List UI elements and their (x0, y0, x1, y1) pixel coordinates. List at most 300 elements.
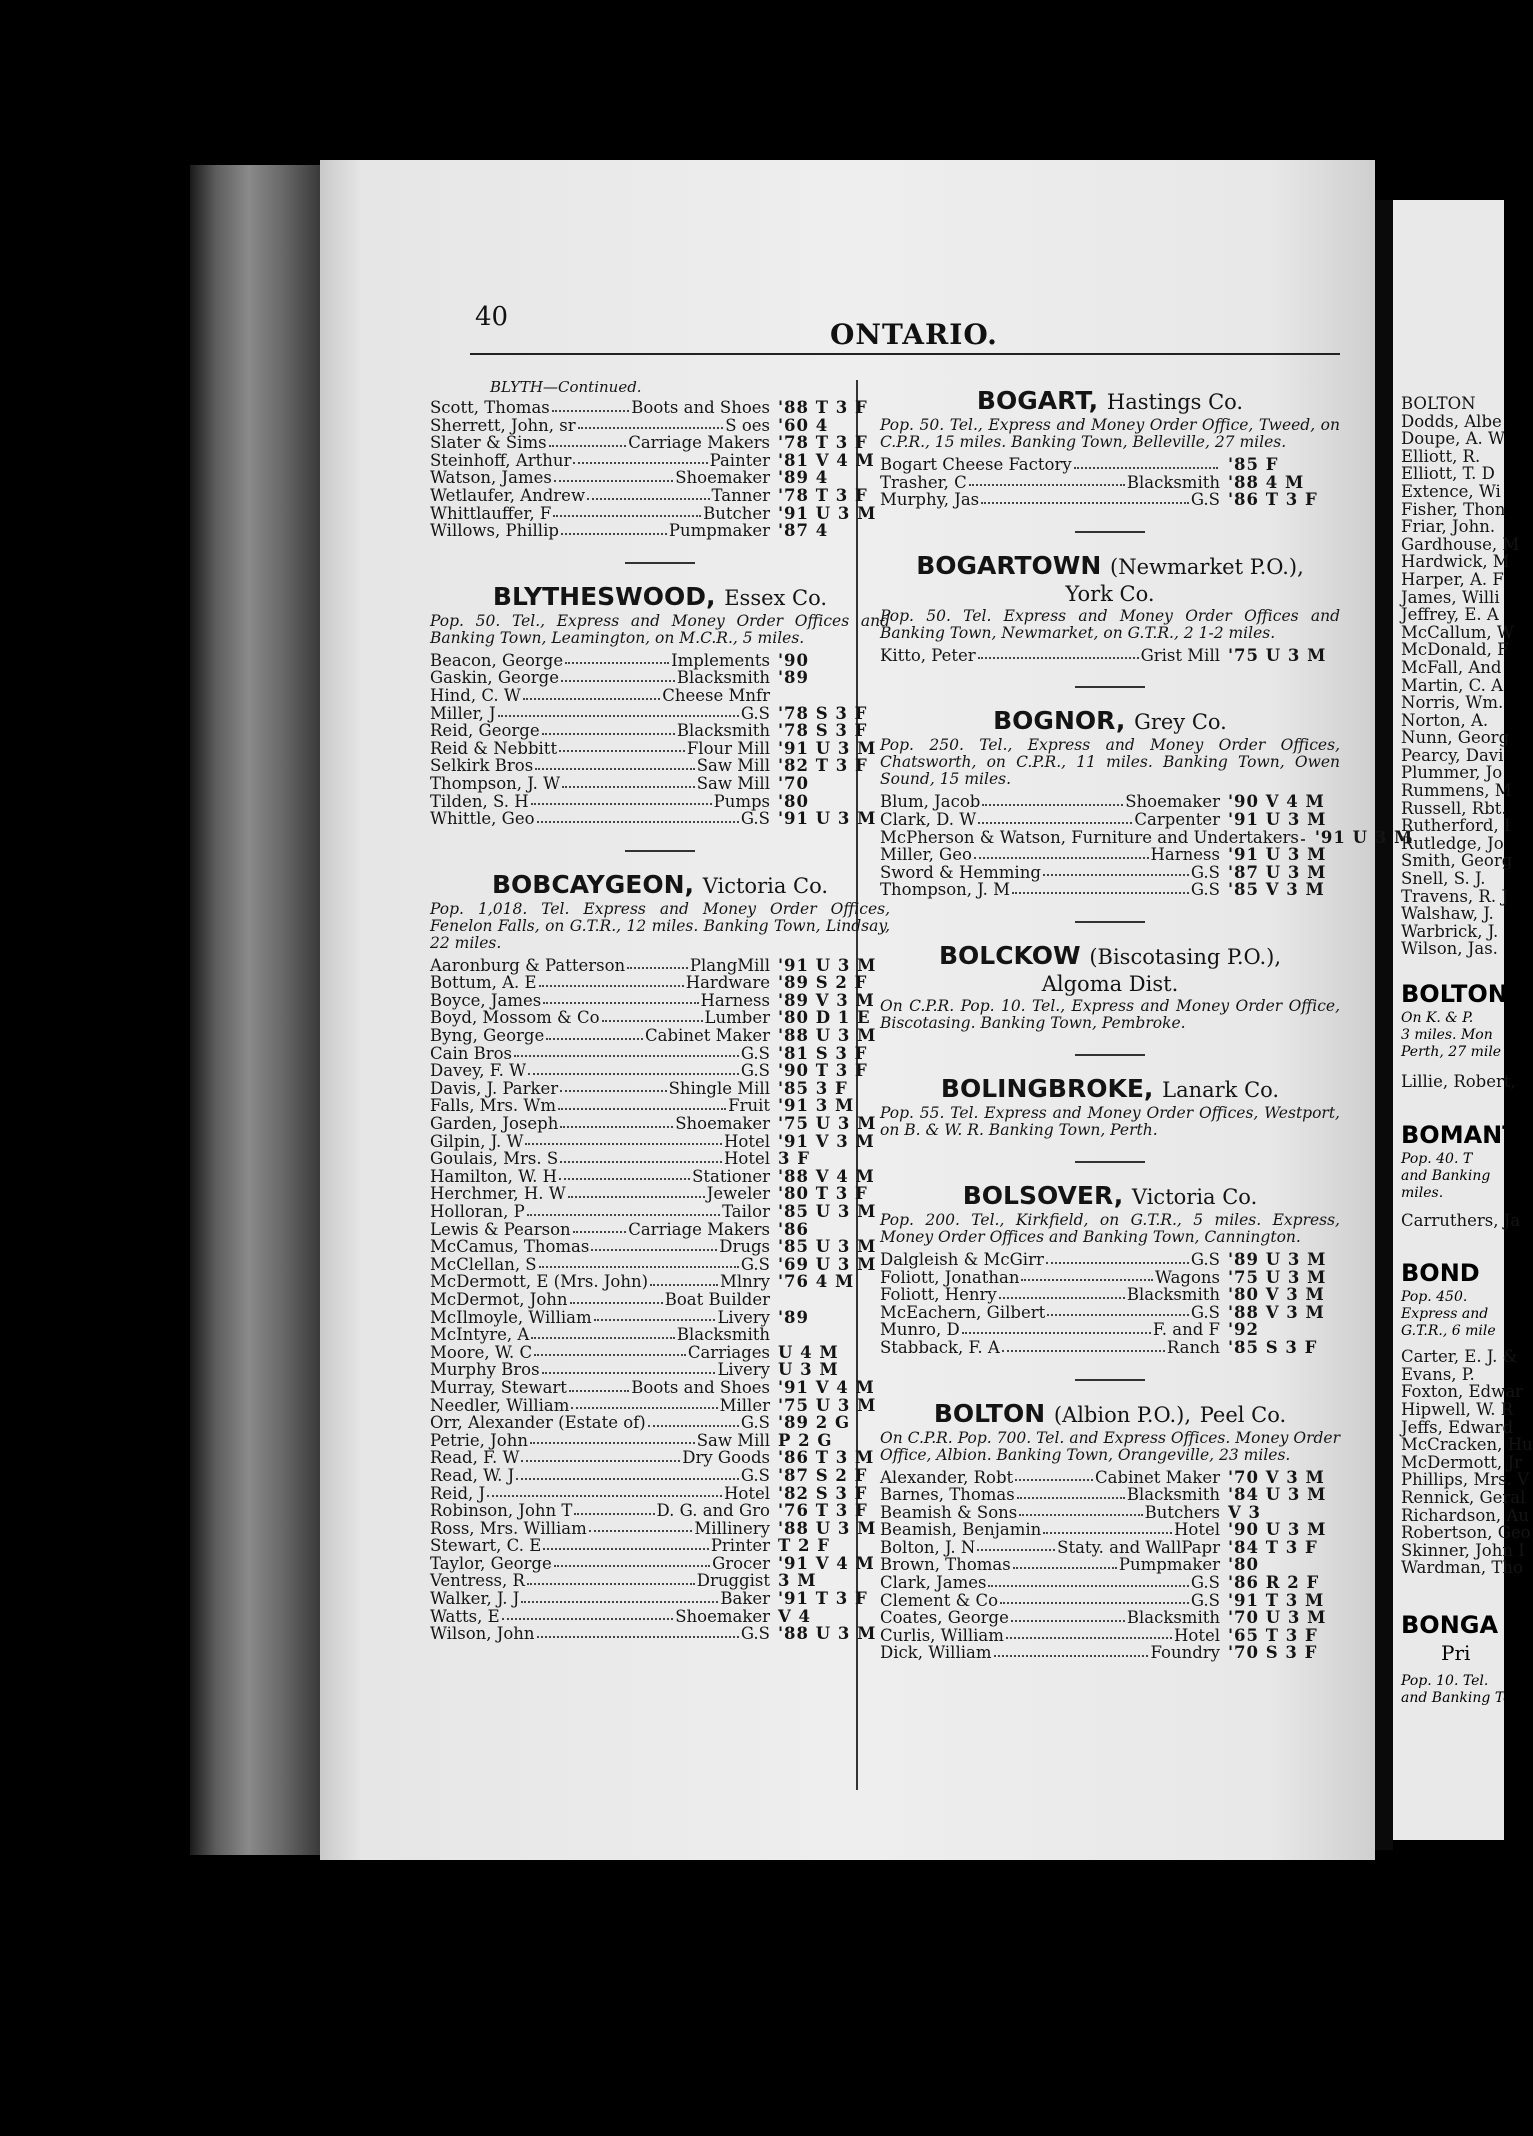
county-name: Grey Co. (1134, 710, 1227, 735)
entry-rating-code: '91 U 3 M (1314, 827, 1414, 847)
entry-business: Blacksmith (1126, 472, 1220, 492)
entry-business: S oes (725, 415, 770, 435)
directory-entry (430, 1361, 890, 1379)
directory-entry (430, 1115, 890, 1133)
leader-dots (1011, 1609, 1125, 1622)
place-heading (880, 1074, 1340, 1103)
entry-rating-code: '70 U 3 M (1228, 1608, 1327, 1628)
entry-name: Slater & Sims (430, 433, 547, 453)
entry-business: Saw Mill (696, 773, 770, 793)
leader-dots (543, 1537, 709, 1550)
entry-business: Shoemaker (1125, 792, 1220, 812)
directory-entry (430, 469, 890, 487)
place-heading (880, 941, 1340, 970)
entry-rating-code: '90 U 3 M (1228, 1520, 1327, 1540)
facing-page-line: Extence, Wi (1401, 481, 1501, 501)
facing-page-line: Snell, S. J. (1401, 869, 1486, 889)
section-separator (1075, 686, 1145, 688)
entry-business: F. and F (1152, 1320, 1220, 1340)
directory-entry (430, 1256, 890, 1274)
entry-name: Davis, J. Parker (430, 1078, 559, 1098)
place-description: Pop. 50. Tel., Express and Money Order Offices and Banking Town, Leamington, on M.C.R., 5 miles. (430, 611, 890, 647)
entry-business: Livery (717, 1307, 770, 1327)
entry-name: Ventress, R (430, 1571, 525, 1591)
place-name: BOGART, (976, 386, 1099, 415)
entry-name: Blum, Jacob (880, 792, 981, 812)
facing-page (1393, 200, 1533, 1840)
entry-rating-code: '91 T 3 M (1228, 1590, 1325, 1610)
entry-name: Moore, W. C (430, 1342, 533, 1362)
facing-page-line: Perth, 27 mile (1401, 1044, 1502, 1060)
entry-name: Beamish & Sons (880, 1502, 1018, 1522)
county-name: Hastings Co. (1106, 390, 1244, 414)
entry-name: McIntyre, A (430, 1325, 530, 1345)
entry-rating-code: '88 V 3 M (1228, 1302, 1325, 1322)
directory-entry (430, 1203, 890, 1221)
leader-dots (535, 757, 695, 770)
place-heading (880, 386, 1340, 415)
directory-entry (880, 1644, 1340, 1662)
entry-rating-code: '82 S 3 F (778, 1483, 868, 1503)
leader-dots (527, 1572, 695, 1585)
entry-business: Jeweler (706, 1184, 770, 1204)
entry-business: Dry Goods (682, 1448, 770, 1468)
entry-rating-code: '90 (778, 650, 810, 670)
entry-rating-code: '80 D 1 E (778, 1008, 871, 1028)
leader-dots (1043, 864, 1189, 877)
leader-dots (974, 846, 1149, 859)
directory-entry (430, 1485, 890, 1503)
directory-entry (430, 487, 890, 505)
leader-dots (1006, 1627, 1172, 1640)
place-name: BOGNOR, (993, 706, 1126, 736)
entry-business: Shoemaker (675, 1114, 770, 1134)
entry-business: Cabinet Maker (645, 1026, 770, 1046)
leader-dots (530, 1432, 695, 1445)
directory-entry (430, 1080, 890, 1098)
facing-page-line: McDonald, F (1401, 640, 1509, 660)
facing-page-line: McFall, And (1401, 657, 1502, 677)
entry-business: Harness (700, 990, 770, 1010)
entry-business: PlangMill (689, 955, 770, 975)
leader-dots (521, 1590, 718, 1603)
directory-entry (430, 810, 890, 828)
entry-name: Barnes, Thomas (880, 1485, 1015, 1505)
entry-business: G.S (740, 1254, 770, 1274)
entry-name: McClellan, S (430, 1254, 537, 1274)
entry-name: Thompson, J. M (880, 880, 1011, 900)
directory-entry (880, 456, 1340, 474)
directory-entry (430, 434, 890, 452)
place-heading (430, 870, 890, 899)
entry-business: Mlnry (719, 1272, 770, 1292)
facing-page-heading: BOLTON (1401, 980, 1508, 1008)
facing-page-line: Jeffrey, E. A (1401, 605, 1499, 625)
entry-business: G.S (740, 1043, 770, 1063)
entry-name: Thompson, J. W (430, 773, 561, 793)
directory-entry (430, 740, 890, 758)
directory-entry (880, 846, 1340, 864)
entry-rating-code: '76 T 3 F (778, 1501, 868, 1521)
place-name-rest: (Biscotasing P.O.), (1089, 944, 1282, 969)
directory-entry (430, 1449, 890, 1467)
place-name: BLYTHESWOOD, (492, 581, 716, 611)
place-name: BOGARTOWN (916, 550, 1102, 580)
leader-dots (591, 1238, 717, 1251)
entry-business: Pumpmaker (1118, 1555, 1220, 1575)
entry-name: Brown, Thomas (880, 1555, 1011, 1575)
entry-business: Carriage Makers (628, 433, 770, 453)
entry-rating-code: P 2 G (778, 1430, 833, 1450)
entry-rating-code: U 3 M (778, 1360, 839, 1380)
leader-dots (627, 957, 688, 970)
facing-page-line: Hardwick, M (1401, 552, 1510, 572)
directory-entry (880, 1574, 1340, 1592)
directory-entry (430, 687, 890, 705)
facing-page-line: Elliott, T. D (1401, 464, 1495, 484)
directory-entry (430, 417, 890, 435)
leader-dots (539, 974, 684, 987)
entry-name: Bottum, A. E (430, 973, 537, 993)
entry-rating-code: '91 T 3 F (778, 1589, 868, 1609)
entry-rating-code: '90 V 4 M (1228, 792, 1325, 812)
facing-page-line: Phillips, Mrs. V (1401, 1470, 1530, 1490)
place-name: BOLTON (933, 1398, 1046, 1428)
entry-business: Painter (709, 450, 770, 470)
entry-name: Coates, George (880, 1608, 1009, 1628)
entry-business: Grist Mill (1140, 645, 1220, 665)
entry-name: Steinhoff, Arthur (430, 450, 572, 470)
entry-rating-code: '81 S 3 F (778, 1043, 868, 1063)
directory-entry (880, 1609, 1340, 1627)
entry-name: Read, F. W (430, 1448, 520, 1468)
page-number: 40 (475, 302, 509, 332)
entry-rating-code: '91 U 3 M (1228, 809, 1327, 829)
directory-entry (430, 1221, 890, 1239)
entry-business: Millinery (694, 1518, 770, 1538)
directory-entry (880, 474, 1340, 492)
entry-rating-code: '86 (778, 1219, 810, 1239)
leader-dots (560, 1080, 666, 1093)
entry-business: Hotel (1174, 1625, 1220, 1645)
entry-rating-code: '91 U 3 M (1228, 845, 1327, 865)
entry-business: Shoemaker (675, 1606, 770, 1626)
entry-business: Blacksmith (1126, 1485, 1220, 1505)
bolton-listing (880, 1469, 1340, 1663)
entry-rating-code: '60 4 (778, 415, 829, 435)
entry-business: Butchers (1144, 1502, 1220, 1522)
entry-name: Tilden, S. H (430, 791, 529, 811)
entry-rating-code: '85 U 3 M (778, 1202, 877, 1221)
facing-page-line: Richardson, Au (1401, 1505, 1529, 1525)
place-description: Pop. 250. Tel., Express and Money Order Offices, Chatsworth, on C.P.R., 11 miles. Banking Town, Owen Sound, 15 miles. (880, 736, 1340, 789)
facing-page-line: Express and (1401, 1306, 1489, 1323)
place-description: On C.P.R. Pop. 10. Tel., Express and Money Order Office, Biscotasing. Banking Town, Pembroke. (880, 996, 1340, 1032)
directory-entry (430, 1432, 890, 1450)
entry-rating-code: U 4 M (778, 1342, 839, 1362)
left-column (430, 378, 890, 1643)
leader-dots (573, 1221, 627, 1234)
entry-name: Beacon, George (430, 650, 564, 670)
leader-dots (534, 1344, 686, 1357)
entry-name: Murphy Bros (430, 1360, 540, 1380)
entry-name: Stabback, F. A (880, 1337, 1000, 1357)
entry-name: Watts, E (430, 1606, 500, 1626)
facing-page-line: Rutledge, Jo (1401, 833, 1504, 853)
section-separator (1075, 1054, 1145, 1056)
entry-name: Scott, Thomas (430, 398, 550, 417)
leader-dots (546, 1027, 643, 1040)
leader-dots (514, 1045, 739, 1058)
leader-dots (527, 1203, 720, 1216)
facing-page-line: Pop. 40. T (1401, 1150, 1473, 1167)
leader-dots (487, 1485, 722, 1498)
directory-entry (430, 1502, 890, 1520)
entry-rating-code: V 3 (1228, 1502, 1262, 1522)
leader-dots (1000, 1592, 1189, 1605)
entry-business: G.S (740, 1624, 770, 1644)
leader-dots (1046, 1251, 1189, 1264)
facing-page-line: Carter, E. J. & (1401, 1347, 1518, 1367)
entry-rating-code: '78 T 3 F (778, 485, 868, 505)
entry-name: Walker, J. J (430, 1589, 520, 1609)
leader-dots (1047, 1304, 1189, 1317)
directory-entry (880, 491, 1340, 509)
leader-dots (558, 1097, 726, 1110)
entry-business: Saw Mill (696, 1430, 770, 1450)
county-name: Essex Co. (724, 585, 828, 610)
place-name: BOLCKOW (938, 940, 1081, 970)
entry-rating-code: T 2 F (778, 1536, 830, 1556)
entry-rating-code: '85 V 3 M (1228, 880, 1325, 900)
facing-page-line: Fisher, Thon (1401, 499, 1506, 519)
entry-rating-code: '80 (1228, 1555, 1260, 1575)
facing-page-line: Friar, John. (1401, 517, 1496, 537)
facing-page-line: and Banking To (1401, 1689, 1512, 1706)
facing-page-line: Robertson, Geo (1401, 1523, 1531, 1543)
leader-dots (521, 1449, 680, 1462)
directory-entry (430, 793, 890, 811)
leader-dots (516, 1467, 739, 1480)
entry-name: Hind, C. W (430, 685, 521, 705)
facing-page-line: Warbrick, J. (1401, 921, 1499, 941)
entry-rating-code: '78 S 3 F (778, 703, 868, 723)
entry-name: Aaronburg & Patterson (430, 955, 626, 975)
leader-dots (543, 992, 698, 1005)
leader-dots (549, 434, 627, 447)
directory-entry (880, 1504, 1340, 1522)
entry-business: Cabinet Maker (1095, 1467, 1220, 1487)
leader-dots (1017, 1486, 1125, 1499)
leader-dots (1013, 1556, 1117, 1569)
county-name: Peel Co. (1199, 1402, 1287, 1427)
entry-rating-code: '91 V 4 M (778, 1553, 875, 1573)
entry-rating-code: '75 U 3 M (1228, 1267, 1327, 1287)
entry-name: Clark, D. W (880, 809, 977, 829)
directory-entry (430, 974, 890, 992)
entry-rating-code: '91 U 3 M (778, 503, 877, 523)
book-edge (190, 165, 320, 1855)
entry-business: G.S (740, 703, 770, 723)
leader-dots (978, 811, 1132, 824)
entry-business: G.S (1190, 880, 1220, 900)
leader-dots (1002, 1339, 1165, 1352)
directory-entry (430, 992, 890, 1010)
entry-name: Clark, James (880, 1573, 987, 1593)
directory-entry (430, 1238, 890, 1256)
entry-business: Hotel (724, 1131, 770, 1151)
directory-entry (430, 1572, 890, 1590)
entry-name: Boyd, Mossom & Co (430, 1008, 600, 1028)
entry-business: Printer (710, 1536, 770, 1556)
continued-heading: BLYTH—Continued. (490, 378, 642, 396)
place-description: Pop. 50. Tel., Express and Money Order Office, Tweed, on C.P.R., 15 miles. Banking Town, Belleville, 27 miles. (880, 416, 1340, 451)
directory-entry (430, 1326, 890, 1344)
entry-business: Wagons (1155, 1267, 1220, 1287)
entry-name: Whittle, Geo (430, 809, 535, 829)
leader-dots (523, 687, 660, 700)
facing-page-line: Dodds, Albe (1401, 411, 1502, 431)
directory-entry (430, 1537, 890, 1555)
directory-entry (430, 1344, 890, 1362)
entry-rating-code: '89 V 3 M (778, 990, 875, 1010)
entry-rating-code: '84 U 3 M (1228, 1485, 1327, 1505)
entry-rating-code (770, 1291, 890, 1309)
entry-rating-code: '85 F (1228, 455, 1279, 474)
entry-rating-code: 3 F (778, 1149, 810, 1169)
entry-rating-code: '86 T 3 F (1228, 490, 1318, 510)
blytheswood-listing (430, 652, 890, 828)
entry-business: Hotel (1174, 1520, 1220, 1540)
entry-business: Butcher (703, 503, 770, 523)
entry-name: Goulais, Mrs. S (430, 1149, 559, 1169)
entry-name: McPherson & Watson, Furniture and Undertakers (880, 827, 1299, 847)
entry-rating-code: '89 U 3 M (1228, 1249, 1327, 1269)
directory-entry (880, 1469, 1340, 1487)
place-name: BOLINGBROKE, (940, 1073, 1154, 1103)
entry-business: G.S (1190, 490, 1220, 510)
entry-business: Flour Mill (686, 738, 770, 758)
entry-business: Carriage Makers (628, 1219, 770, 1239)
facing-page-line: Carruthers, Ja (1401, 1210, 1521, 1230)
place-heading (880, 1399, 1340, 1428)
directory-entry (430, 957, 890, 975)
county-name: Victoria Co. (702, 873, 829, 898)
leader-dots (977, 1539, 1055, 1552)
facing-page-line: Russell, Rbt. (1401, 798, 1507, 818)
entry-name: Falls, Mrs. Wm (430, 1096, 557, 1116)
entry-rating-code: '92 (1228, 1320, 1260, 1340)
entry-name: Taylor, George (430, 1553, 552, 1573)
leader-dots (554, 469, 673, 482)
facing-page-line: Foxton, Edwar (1401, 1382, 1523, 1402)
leader-dots (525, 1133, 722, 1146)
leader-dots (1043, 1521, 1172, 1534)
directory-entry (880, 864, 1340, 882)
entry-business: Shoemaker (675, 468, 770, 488)
entry-rating-code: '88 U 3 M (778, 1026, 877, 1046)
leader-dots (537, 1625, 739, 1638)
section-separator (1075, 531, 1145, 533)
entry-name: Wilson, John (430, 1624, 535, 1644)
leader-dots (570, 1291, 663, 1304)
facing-page-heading: BOND (1401, 1259, 1480, 1288)
entry-business: G.S (740, 1413, 770, 1433)
leader-dots (994, 1644, 1149, 1657)
entry-business: Blacksmith (1126, 1285, 1220, 1305)
entry-name: Curlis, William (880, 1625, 1004, 1645)
entry-business: Carpenter (1134, 809, 1220, 829)
entry-business: Blacksmith (676, 1325, 770, 1345)
leader-dots (1019, 1504, 1142, 1517)
entry-name: Boyce, James (430, 990, 542, 1010)
directory-entry (430, 1062, 890, 1080)
leader-dots (559, 740, 685, 753)
entry-rating-code: '88 V 4 M (778, 1166, 875, 1186)
facing-page-line: Pop. 450. (1401, 1289, 1468, 1306)
bognor-listing (880, 792, 1414, 900)
place-description: On C.P.R. Pop. 700. Tel. and Express Offices. Money Order Office, Albion. Banking Town, Orangeville, 23 miles. (880, 1428, 1340, 1464)
entry-rating-code: '85 U 3 M (778, 1237, 877, 1257)
entry-rating-code: '85 S 3 F (1228, 1337, 1318, 1357)
leader-dots (542, 722, 675, 735)
leader-dots (560, 1150, 722, 1163)
place-description: Pop. 1,018. Tel. Express and Money Order Offices, Fenelon Falls, on G.T.R., 12 miles. Banking Town, Lindsay, 22 miles. (430, 899, 890, 952)
entry-name: Alexander, Robt (880, 1467, 1014, 1487)
entry-rating-code: '91 V 3 M (778, 1131, 875, 1151)
entry-business: G.S (740, 1465, 770, 1485)
leader-dots (1021, 1269, 1153, 1282)
facing-page-line: and Banking (1401, 1167, 1491, 1184)
facing-page-line: Rennick, Geral (1401, 1487, 1526, 1507)
directory-entry (430, 1045, 890, 1063)
entry-business: Carriages (687, 1342, 770, 1362)
entry-name: Murphy, Jas (880, 490, 980, 510)
directory-entry (880, 827, 1414, 847)
facing-page-line: Martin, C. A (1401, 675, 1504, 695)
facing-page-line: Evans, P. (1401, 1364, 1475, 1384)
facing-page-line: G.T.R., 6 mile (1401, 1323, 1496, 1340)
gutter (1375, 200, 1393, 1850)
facing-page-line: Lillie, Robert, (1401, 1072, 1516, 1091)
directory-entry (880, 1286, 1340, 1304)
county-name: Lanark Co. (1162, 1077, 1280, 1102)
entry-name: McDermot, John (430, 1289, 568, 1309)
place-heading (880, 551, 1340, 580)
section-separator (1075, 1379, 1145, 1381)
directory-entry (430, 1467, 890, 1485)
entry-name: Herchmer, H. W (430, 1184, 566, 1204)
leader-dots (569, 1379, 629, 1392)
entry-name: Wetlaufer, Andrew (430, 485, 586, 505)
leader-dots (594, 1309, 716, 1322)
directory-entry (880, 1521, 1340, 1539)
leader-dots (962, 1321, 1151, 1334)
entry-name: Bolton, J. N (880, 1537, 976, 1557)
directory-entry (430, 1133, 890, 1151)
facing-page-line: Plummer, Jo (1401, 763, 1503, 783)
leader-dots (573, 452, 707, 465)
directory-entry (880, 811, 1340, 829)
entry-business: Tanner (711, 485, 770, 505)
directory-entry (430, 1520, 890, 1538)
leader-dots (978, 647, 1139, 660)
entry-business: Blacksmith (1126, 1608, 1220, 1628)
leader-dots (1012, 881, 1189, 894)
entry-rating-code: '75 U 3 M (778, 1395, 877, 1415)
entry-name: Reid, George (430, 721, 540, 741)
place-name-rest: (Newmarket P.O.), (1110, 554, 1304, 579)
